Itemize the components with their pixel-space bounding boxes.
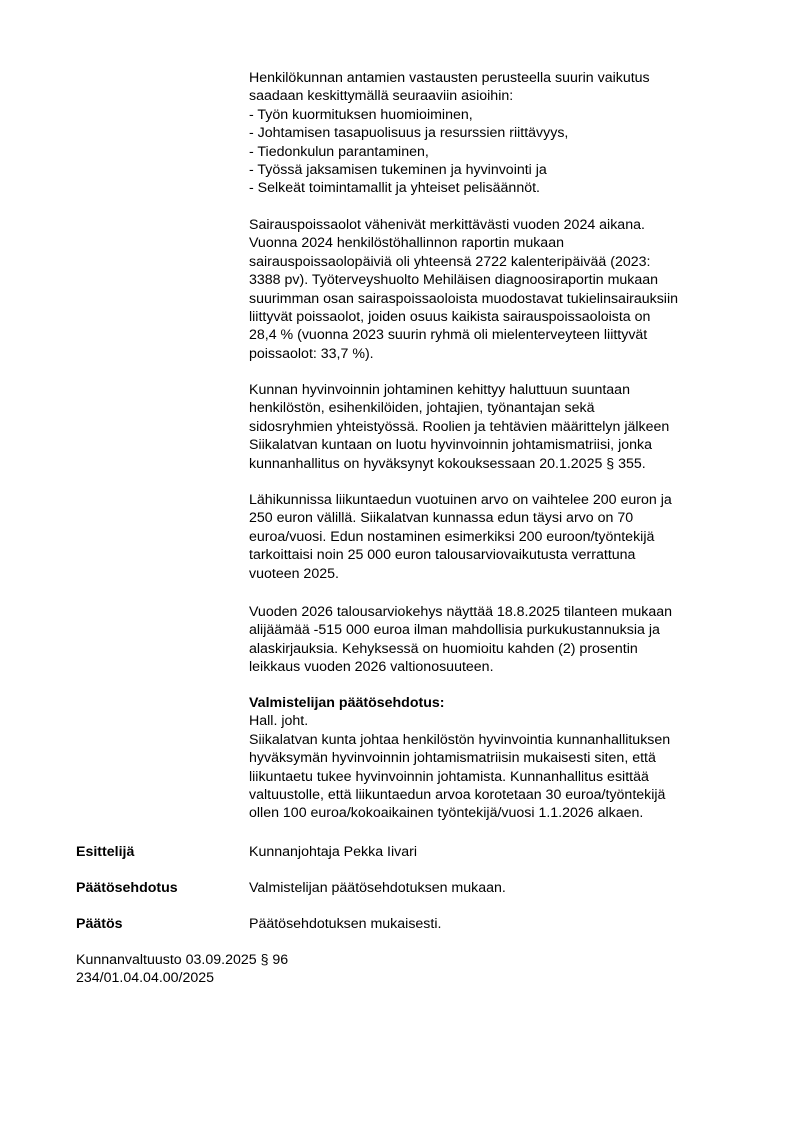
preparer-proposal [249, 694, 739, 823]
text-line: saadaan keskittymällä seuraaviin asioihin: [249, 88, 514, 105]
meeting-reference [76, 951, 288, 988]
text-line: sairauspoissaolopäiviä oli yhteensä 2722 kalenteripäivää (2023: [249, 253, 651, 270]
text-line: valtuustolle, että liikuntaedun arvoa korotetaan 30 euroa/työntekijä [249, 787, 666, 804]
text-line: Henkilökunnan antamien vastausten perusteella suurin vaikutus [249, 70, 650, 86]
text-line: liittyvät poissaolot, joiden osuus kaikista sairauspoissaoloista on [249, 309, 651, 326]
text-line: Siikalatvan kunta johtaa henkilöstön hyvinvointia kunnanhallituksen [249, 731, 671, 748]
list-item: - Johtamisen tasapuolisuus ja resurssien riittävyys, [249, 125, 569, 142]
decision-proposal-label: Päätösehdotus [76, 880, 178, 896]
paragraph-sports-benefit [249, 491, 739, 583]
paragraph-budget-framework [249, 603, 739, 677]
text-line: Siikalatvan kuntaan on luotu hyvinvoinnin johtamismatriisi, jonka [249, 437, 652, 454]
record-number: 234/01.04.04.00/2025 [76, 970, 215, 987]
decision-proposal-value: Valmistelijan päätösehdotuksen mukaan. [249, 880, 506, 896]
text-line: liikuntaetu tukee hyvinvoinnin johtamista. Kunnanhallitus esittää [249, 768, 649, 785]
text-line: 28,4 % (vuonna 2023 suurin ryhmä oli mielenterveyteen liittyvät [249, 327, 648, 344]
text-line: Sairauspoissaolot vähenivät merkittävästi vuoden 2024 aikana. [249, 217, 645, 233]
text-line: euroa/vuosi. Edun nostaminen esimerkiksi 200 euroon/työntekijä [249, 528, 655, 545]
presenter-label: Esittelijä [76, 844, 135, 860]
text-line: Hall. joht. [249, 713, 309, 730]
list-item: - Työssä jaksamisen tukeminen ja hyvinvointi ja [249, 162, 547, 179]
list-item: - Tiedonkulun parantaminen, [249, 143, 429, 160]
text-line: henkilöstön, esihenkilöiden, johtajien, työnantajan sekä [249, 400, 595, 417]
decision-value: Päätösehdotuksen mukaisesti. [249, 916, 442, 932]
paragraph-wellbeing-management [249, 381, 739, 473]
proposal-heading: Valmistelijan päätösehdotus: [249, 695, 445, 711]
text-line: suurimman osan sairaspoissaoloista muodostavat tukielinsairauksiin [249, 290, 678, 307]
list-item: - Työn kuormituksen huomioiminen, [249, 106, 473, 123]
decision-label: Päätös [76, 916, 123, 932]
text-line: hyväksymän hyvinvoinnin johtamismatriisin mukaisesti siten, että [249, 750, 656, 767]
text-line: leikkaus vuoden 2026 valtionosuuteen. [249, 659, 494, 676]
meeting-line: Kunnanvaltuusto 03.09.2025 § 96 [76, 952, 289, 968]
text-line: 3388 pv). Työterveyshuolto Mehiläisen diagnoosiraportin mukaan [249, 272, 659, 289]
paragraph-sick-leave [249, 216, 739, 363]
text-line: sidosryhmien yhteistyössä. Roolien ja tehtävien määrittelyn jälkeen [249, 418, 670, 435]
text-line: poissaolot: 33,7 %). [249, 345, 374, 362]
text-line: Kunnan hyvinvoinnin johtaminen kehittyy haluttuun suuntaan [249, 382, 630, 398]
presenter-value: Kunnanjohtaja Pekka Iivari [249, 844, 417, 860]
text-line: ollen 100 euroa/kokoaikainen työntekijä/vuosi 1.1.2026 alkaen. [249, 805, 644, 822]
text-line: alijäämää -515 000 euroa ilman mahdollisia purkukustannuksia ja [249, 622, 660, 639]
text-line: Vuoden 2026 talousarviokehys näyttää 18.8.2025 tilanteen mukaan [249, 604, 673, 620]
text-line: Lähikunnissa liikuntaedun vuotuinen arvo on vaihtelee 200 euron ja [249, 492, 672, 508]
text-line: Vuonna 2024 henkilöstöhallinnon raportin mukaan [249, 235, 564, 252]
list-item: - Selkeät toimintamallit ja yhteiset pelisäännöt. [249, 180, 540, 197]
text-line: 250 euron välillä. Siikalatvan kunnassa edun täysi arvo on 70 [249, 510, 634, 527]
text-line: vuoteen 2025. [249, 565, 339, 582]
text-line: kunnanhallitus on hyväksynyt kokouksessaan 20.1.2025 § 355. [249, 455, 646, 472]
text-line: alaskirjauksia. Kehyksessä on huomioitu kahden (2) prosentin [249, 640, 638, 657]
text-line: tarkoittaisi noin 25 000 euron talousarviovaikutusta verrattuna [249, 547, 636, 564]
paragraph-survey-results [249, 69, 739, 198]
